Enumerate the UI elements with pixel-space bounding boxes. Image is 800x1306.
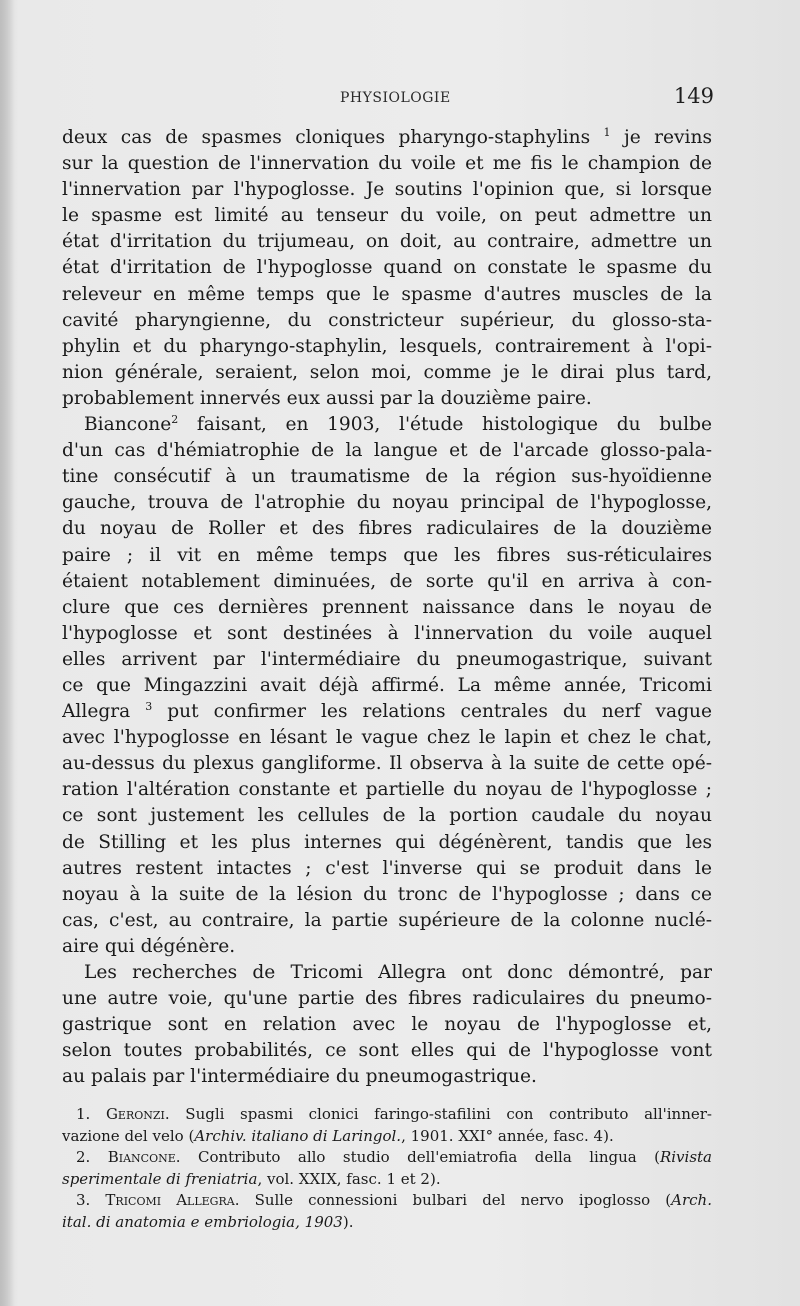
text-line: ce sont justement les cellules de la portion caudale du noyau — [62, 805, 712, 827]
line-text: put confirmer les relations centrales du nerf vague — [167, 701, 712, 723]
text-line: tine consécutif à un traumatisme de la région sus-hyoïdienne — [62, 466, 712, 488]
footnote-journal: ital. di anatomia e embriologia, 1903 — [62, 1212, 343, 1231]
text-line: aire qui dégénère. — [62, 935, 236, 957]
footnote-author: Geronzi — [105, 1105, 165, 1123]
running-head: PHYSIOLOGIE — [340, 90, 451, 106]
text-line: probablement innervés eux aussi par la douzième paire. — [62, 387, 592, 409]
text-line: noyau à la suite de la lésion du tronc de l'hypoglosse ; dans ce — [62, 883, 712, 905]
footnote-1-cont — [62, 1126, 712, 1148]
footnote-1 — [62, 1104, 712, 1126]
footnote-3-cont — [62, 1212, 712, 1234]
footnote-text: . Sugli spasmi clonici faringo-stafilini con contributo all'inner- — [164, 1105, 712, 1123]
text-line — [62, 125, 712, 151]
text-line: d'un cas d'hémiatrophie de la langue et de l'arcade glosso-pala- — [62, 440, 712, 462]
text-line: du noyau de Roller et des fibres radiculaires de la douzième — [62, 518, 712, 540]
footnote-text: vazione del velo ( — [62, 1126, 195, 1145]
author-name: Biancone — [84, 414, 172, 436]
footnote-journal: Arch. — [671, 1191, 712, 1209]
text-line: releveur en même temps que le spasme d'autres muscles de la — [62, 283, 712, 305]
text-line: autres restent intactes ; c'est l'inverse qui se produit dans le — [62, 857, 712, 879]
text-line: selon toutes probabilités, ce sont elles qui de l'hypoglosse vont — [62, 1040, 712, 1062]
text-line: de Stilling et les plus internes qui dégénèrent, tandis que les — [62, 831, 712, 853]
footnote-author: Tricomi Allegra — [105, 1191, 235, 1209]
text-line: gauche, trouva de l'atrophie du noyau principal de l'hypoglosse, — [62, 492, 712, 514]
text-line: au palais par l'intermédiaire du pneumogastrique. — [62, 1066, 537, 1088]
text-line: une autre voie, qu'une partie des fibres radiculaires du pneumo- — [62, 988, 712, 1010]
text-line: cas, c'est, au contraire, la partie supérieure de la colonne nuclé- — [62, 909, 712, 931]
text-line — [62, 699, 712, 725]
text-line: cavité pharyngienne, du constricteur supérieur, du glosso-sta- — [62, 309, 712, 331]
line-text: deux cas de spasmes cloniques pharyngo-staphylins — [62, 127, 591, 148]
text-line: l'innervation par l'hypoglosse. Je soutins l'opinion que, si lorsque — [62, 179, 712, 201]
footnote-2 — [62, 1147, 712, 1169]
footnote-ref: 1 — [603, 126, 611, 139]
footnote-journal: sperimentale di freniatria — [62, 1169, 258, 1188]
footnote-ref: 3 — [145, 700, 153, 714]
footnote-text: , vol. XXIX, fasc. 1 et 2). — [257, 1169, 441, 1188]
text-line: au-dessus du plexus gangliforme. Il observa à la suite de cette opé- — [62, 753, 712, 775]
text-line: ration l'altération constante et partielle du noyau de l'hypoglosse ; — [62, 779, 712, 801]
text-line: clure que ces dernières prennent naissance dans le noyau de — [62, 596, 712, 618]
footnote-journal: Rivista — [659, 1148, 712, 1166]
body-text — [62, 125, 712, 1090]
footnote-number: 2. — [76, 1148, 91, 1166]
text-line: état d'irritation de l'hypoglosse quand on constate le spasme du — [62, 257, 712, 279]
text-line: paire ; il vit en même temps que les fibres sus-réticulaires — [62, 544, 712, 566]
page-gutter-shadow — [0, 0, 14, 1306]
text-line: sur la question de l'innervation du voile et me fis le champion de — [62, 153, 712, 175]
footnote-number: 3. — [76, 1191, 91, 1209]
footnote-text: . Sulle connessioni bulbari del nervo ipoglosso ( — [234, 1191, 672, 1209]
footnote-number: 1. — [76, 1105, 91, 1123]
line-text: je revins — [623, 127, 712, 148]
text-line: étaient notablement diminuées, de sorte qu'il en arriva à con- — [62, 570, 712, 592]
text-line: Les recherches de Tricomi Allegra ont donc démontré, par — [84, 962, 712, 983]
author-name: Allegra — [62, 701, 131, 723]
footnote-ref: 2 — [171, 413, 179, 427]
footnote-2-cont — [62, 1169, 712, 1191]
footnote-text: ). — [342, 1212, 354, 1231]
text-line: nion générale, seraient, selon moi, comme je le dirai plus tard, — [62, 361, 712, 383]
text-line — [62, 412, 712, 438]
footnote-author: Biancone — [107, 1148, 176, 1166]
line-text: faisant, en 1903, l'étude histologique du bulbe — [196, 414, 712, 436]
text-line: phylin et du pharyngo-staphylin, lesquels, contrairement à l'opi- — [62, 335, 712, 357]
text-line: état d'irritation du trijumeau, on doit, au contraire, admettre un — [62, 231, 712, 253]
footnote-3 — [62, 1190, 712, 1212]
text-line: gastrique sont en relation avec le noyau de l'hypoglosse et, — [62, 1014, 712, 1036]
footnote-text: , 1901. XXI° année, fasc. 4). — [401, 1126, 614, 1145]
text-line: ce que Mingazzini avait déjà affirmé. La même année, Tricomi — [62, 674, 712, 696]
text-line: elles arrivent par l'intermédiaire du pneumogastrique, suivant — [62, 648, 712, 670]
footnotes — [62, 1104, 712, 1233]
page-number: 149 — [673, 84, 714, 108]
text-line: l'hypoglosse et sont destinées à l'innervation du voile auquel — [62, 622, 712, 644]
text-line: avec l'hypoglosse en lésant le vague chez le lapin et chez le chat, — [62, 727, 712, 749]
footnote-journal: Archiv. italiano di Laringol. — [194, 1126, 402, 1145]
page-header — [60, 84, 714, 114]
text-line: le spasme est limité au tenseur du voile, on peut admettre un — [62, 205, 712, 227]
footnote-text: . Contributo allo studio dell'emiatrofia della lingua ( — [175, 1148, 660, 1166]
